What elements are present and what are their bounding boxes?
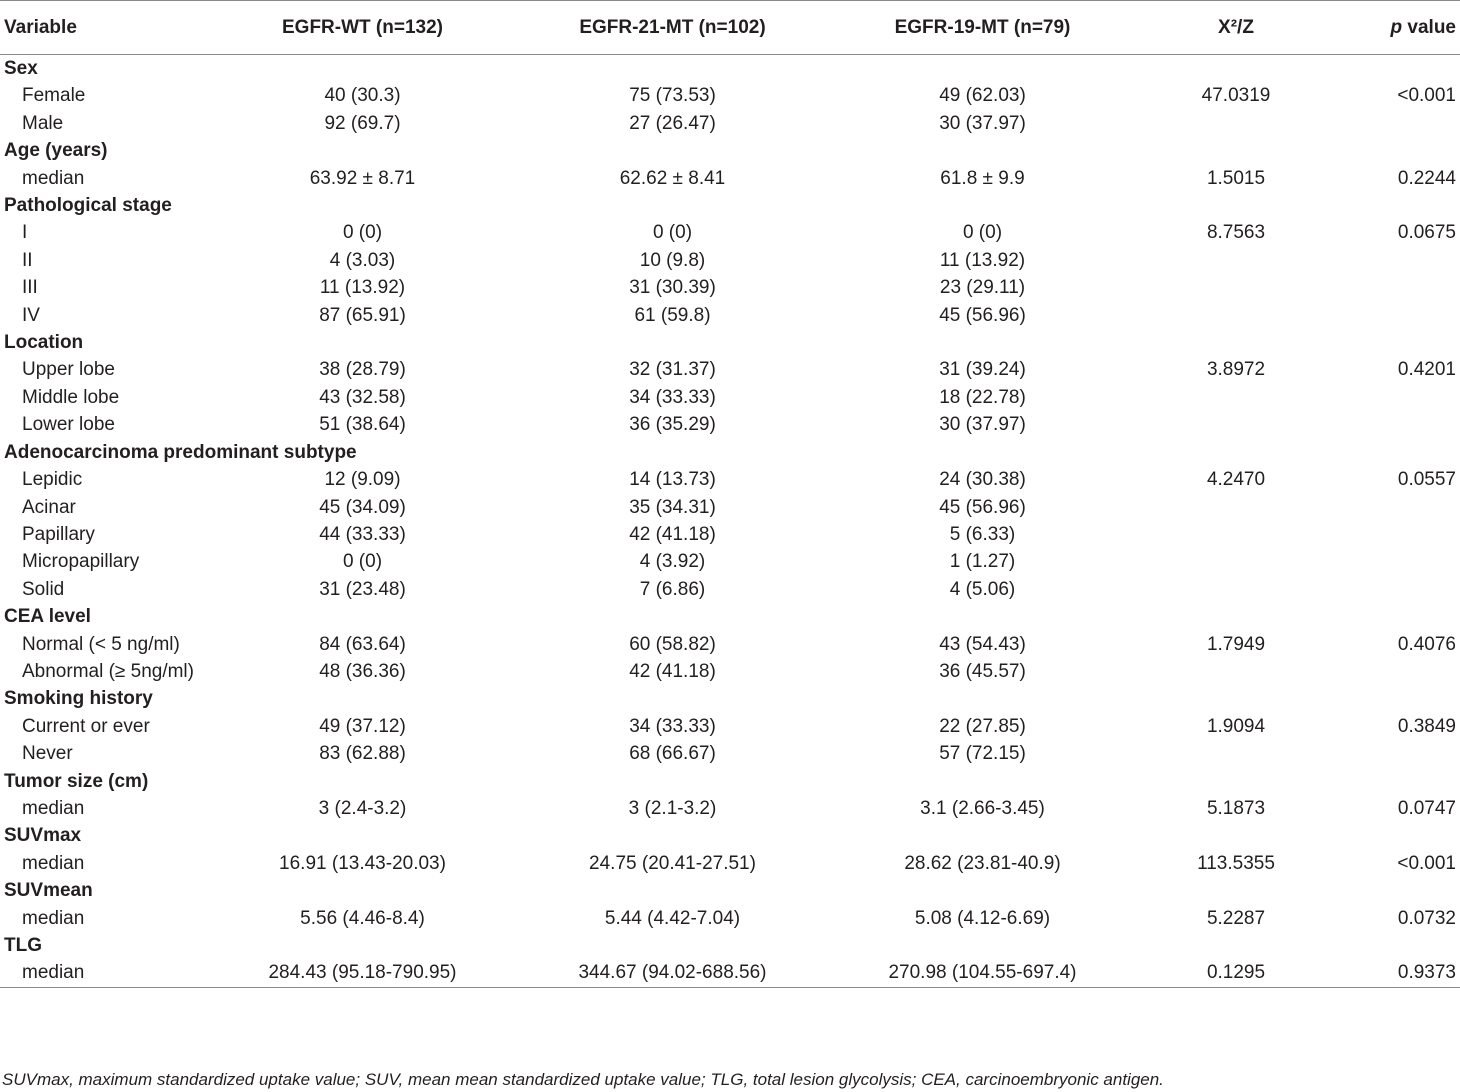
group-label: Age (years): [4, 140, 108, 162]
table-body: [0, 55, 1460, 988]
group-label: Sex: [4, 58, 38, 79]
table-row: [0, 576, 1460, 603]
table-row: [0, 521, 1460, 548]
cell-egfr-19-mt: 24 (30.38): [939, 469, 1026, 491]
cell-egfr-21-mt: 31 (30.39): [629, 277, 716, 299]
cell-p-value: 0.2244: [1397, 167, 1456, 189]
table-row: [0, 713, 1460, 740]
cell-egfr-wt: 5.56 (4.46-8.4): [300, 907, 425, 929]
cell-egfr-wt: 0 (0): [342, 551, 383, 573]
cell-egfr-19-mt: 30 (37.97): [939, 112, 1026, 134]
group-label: TLG: [4, 935, 42, 956]
cell-statistic: [1140, 658, 1332, 685]
table-row: [0, 850, 1460, 877]
cell-statistic: [1140, 384, 1332, 411]
row-label: Solid: [22, 578, 65, 600]
cell-egfr-wt: 12 (9.09): [324, 469, 401, 491]
row-label: median: [22, 167, 85, 189]
cell-egfr-21-mt: 60 (58.82): [629, 633, 716, 655]
cell-egfr-19-mt: 61.8 ± 9.9: [940, 167, 1025, 189]
row-label: Abnormal (≥ 5ng/ml): [22, 660, 194, 682]
group-label: Location: [4, 332, 84, 354]
row-label: Normal (< 5 ng/ml): [22, 633, 180, 655]
cell-statistic: [1140, 521, 1332, 548]
group-label: Adenocarcinoma predominant subtype: [4, 441, 357, 463]
cell-egfr-wt: 43 (32.58): [319, 386, 406, 408]
group-row: [0, 685, 1460, 712]
group-row: [0, 603, 1460, 630]
cell-egfr-wt: 40 (30.3): [324, 85, 401, 107]
table-row: [0, 274, 1460, 301]
table-row: [0, 411, 1460, 438]
cell-statistic: 5.2287: [1206, 907, 1266, 929]
table-footnote: SUVmax, maximum standardized uptake value; SUV, mean mean standardized uptake value; TLG, total lesion glycolysis; CEA, carcinoembryonic antigen.: [2, 1070, 1164, 1089]
cell-p-value: 0.9373: [1332, 959, 1460, 987]
cell-egfr-wt: 92 (69.7): [324, 112, 401, 134]
cell-egfr-21-mt: 75 (73.53): [629, 85, 716, 107]
cell-egfr-21-mt: 68 (66.67): [629, 743, 716, 765]
header-variable: Variable: [0, 1, 205, 55]
cell-egfr-wt: 3 (2.4-3.2): [318, 797, 407, 819]
header-p-italic: p: [1390, 16, 1403, 38]
cell-p-value: [1332, 384, 1460, 411]
group-label: Pathological stage: [4, 195, 172, 217]
header-egfr-19-mt: EGFR-19-MT (n=79): [825, 1, 1140, 55]
cell-egfr-21-mt: 34 (33.33): [629, 715, 716, 737]
group-row: [0, 192, 1460, 219]
group-row: [0, 932, 1460, 959]
group-label: SUVmax: [4, 825, 82, 847]
table-row: [0, 110, 1460, 137]
cell-egfr-21-mt: 0 (0): [652, 222, 693, 244]
group-label: CEA level: [4, 606, 91, 628]
group-row: [0, 439, 1460, 466]
cell-egfr-19-mt: 43 (54.43): [939, 633, 1026, 655]
cell-egfr-19-mt: 5 (6.33): [949, 523, 1016, 545]
cell-statistic: 8.7563: [1206, 222, 1266, 244]
cell-egfr-wt: 48 (36.36): [319, 660, 406, 682]
table-row: [0, 466, 1460, 493]
cell-egfr-21-mt: 14 (13.73): [629, 469, 716, 491]
cell-statistic: 0.1295: [1140, 959, 1332, 987]
cell-egfr-wt: 16.91 (13.43-20.03): [279, 852, 446, 874]
cell-egfr-wt: 31 (23.48): [319, 578, 406, 600]
cell-egfr-19-mt: 45 (56.96): [939, 304, 1026, 326]
row-label: Lepidic: [22, 469, 83, 491]
cell-egfr-19-mt: 4 (5.06): [949, 578, 1016, 600]
table-row: [0, 219, 1460, 246]
cell-egfr-19-mt: 23 (29.11): [939, 277, 1026, 299]
cell-statistic: [1140, 247, 1332, 274]
row-label: median: [0, 959, 205, 987]
cell-egfr-21-mt: 61 (59.8): [634, 304, 711, 326]
row-label: Papillary: [22, 523, 95, 545]
row-label: median: [22, 907, 85, 929]
cell-egfr-wt: 51 (38.64): [319, 414, 406, 436]
row-label: IV: [22, 304, 40, 326]
cell-egfr-19-mt: 57 (72.15): [939, 743, 1026, 765]
row-label: Female: [22, 85, 86, 107]
cell-p-value: [1332, 411, 1460, 438]
header-egfr-21-mt: EGFR-21-MT (n=102): [520, 1, 825, 55]
group-row: [0, 768, 1460, 795]
cell-egfr-21-mt: 10 (9.8): [639, 249, 706, 271]
cell-egfr-21-mt: 32 (31.37): [629, 359, 716, 381]
cell-egfr-19-mt: 18 (22.78): [939, 386, 1026, 408]
cell-egfr-21-mt: 36 (35.29): [629, 414, 716, 436]
group-label: SUVmean: [4, 880, 93, 902]
header-row: [0, 1, 1460, 55]
cell-egfr-wt: 4 (3.03): [329, 249, 396, 271]
cell-p-value: 0.3849: [1397, 715, 1456, 737]
cell-egfr-19-mt: 28.62 (23.81-40.9): [904, 852, 1061, 874]
row-label: II: [22, 249, 33, 271]
cell-p-value: 0.4201: [1397, 359, 1456, 381]
table-row: [0, 302, 1460, 329]
cell-egfr-21-mt: 5.44 (4.42-7.04): [604, 907, 741, 929]
row-label: Middle lobe: [22, 386, 120, 408]
cell-egfr-19-mt: 31 (39.24): [939, 359, 1026, 381]
row-label: median: [22, 852, 85, 874]
cell-p-value: 0.0557: [1397, 469, 1456, 491]
table-row: [0, 384, 1460, 411]
cell-egfr-wt: 44 (33.33): [319, 523, 406, 545]
cell-egfr-21-mt: 4 (3.92): [639, 551, 706, 573]
group-row: [0, 55, 1460, 83]
header-statistic: X²/Z: [1140, 1, 1332, 55]
table-row: [0, 959, 1460, 987]
cell-egfr-19-mt: 270.98 (104.55-697.4): [825, 959, 1140, 987]
group-label: Tumor size (cm): [4, 770, 149, 792]
row-label: Never: [22, 743, 73, 765]
header-egfr-wt: EGFR-WT (n=132): [205, 1, 520, 55]
cell-statistic: 1.5015: [1206, 167, 1266, 189]
cell-p-value: 0.0732: [1397, 907, 1456, 929]
cell-statistic: 4.2470: [1206, 469, 1266, 491]
cell-statistic: 113.5355: [1197, 852, 1275, 874]
row-label: Upper lobe: [22, 359, 115, 381]
cell-egfr-21-mt: 35 (34.31): [629, 496, 716, 518]
cell-statistic: [1140, 302, 1332, 329]
table-row: [0, 631, 1460, 658]
cell-egfr-19-mt: 5.08 (4.12-6.69): [914, 907, 1051, 929]
cell-statistic: [1140, 110, 1332, 137]
cell-p-value: [1332, 274, 1460, 301]
row-label: Acinar: [22, 496, 76, 518]
cell-egfr-21-mt: 24.75 (20.41-27.51): [589, 852, 756, 874]
cell-statistic: 1.9094: [1206, 715, 1266, 737]
cell-p-value: 0.0675: [1397, 222, 1456, 244]
header-p-value: [1332, 1, 1460, 55]
cell-egfr-wt: 49 (37.12): [319, 715, 406, 737]
cell-egfr-wt: 83 (62.88): [319, 743, 406, 765]
cell-p-value: 0.0747: [1397, 797, 1456, 819]
cell-egfr-21-mt: 42 (41.18): [629, 523, 716, 545]
cell-statistic: 47.0319: [1201, 85, 1271, 107]
group-label: Smoking history: [4, 688, 153, 710]
cell-p-value: <0.001: [1397, 852, 1456, 874]
cell-egfr-19-mt: 45 (56.96): [939, 496, 1026, 518]
cell-egfr-wt: 0 (0): [342, 222, 383, 244]
table-row: [0, 82, 1460, 109]
table-row: [0, 165, 1460, 192]
group-row: [0, 877, 1460, 904]
cell-egfr-19-mt: 0 (0): [962, 222, 1003, 244]
cell-p-value: [1332, 247, 1460, 274]
group-row: [0, 329, 1460, 356]
table-row: [0, 905, 1460, 932]
cell-egfr-wt: 63.92 ± 8.71: [309, 167, 416, 189]
cell-statistic: [1140, 740, 1332, 767]
cell-statistic: 3.8972: [1206, 359, 1266, 381]
table-row: [0, 494, 1460, 521]
table-row: [0, 658, 1460, 685]
cell-p-value: [1332, 740, 1460, 767]
cell-statistic: [1140, 548, 1332, 575]
cell-egfr-19-mt: 3.1 (2.66-3.45): [920, 797, 1045, 819]
group-row: [0, 137, 1460, 164]
cell-egfr-19-mt: 1 (1.27): [949, 551, 1016, 573]
cell-p-value: [1332, 494, 1460, 521]
cell-p-value: [1332, 302, 1460, 329]
table-header: [0, 1, 1460, 55]
cell-egfr-19-mt: 22 (27.85): [939, 715, 1026, 737]
row-label: median: [22, 797, 85, 819]
cell-p-value: [1332, 521, 1460, 548]
cell-p-value: [1332, 110, 1460, 137]
table-row: [0, 247, 1460, 274]
table-row: [0, 740, 1460, 767]
cell-egfr-21-mt: 3 (2.1-3.2): [628, 797, 717, 819]
cell-statistic: [1140, 576, 1332, 603]
table-row: [0, 548, 1460, 575]
cell-egfr-21-mt: 42 (41.18): [629, 660, 716, 682]
cell-egfr-wt: 87 (65.91): [319, 304, 406, 326]
cell-p-value: 0.4076: [1397, 633, 1456, 655]
cell-egfr-wt: 38 (28.79): [319, 359, 406, 381]
cell-egfr-21-mt: 34 (33.33): [629, 386, 716, 408]
cell-egfr-21-mt: 27 (26.47): [629, 112, 716, 134]
cell-p-value: [1332, 548, 1460, 575]
cell-egfr-21-mt: 344.67 (94.02-688.56): [520, 959, 825, 987]
cell-egfr-19-mt: 36 (45.57): [939, 660, 1026, 682]
cell-egfr-19-mt: 49 (62.03): [939, 85, 1026, 107]
cell-egfr-wt: 284.43 (95.18-790.95): [205, 959, 520, 987]
cell-statistic: [1140, 274, 1332, 301]
cell-p-value: <0.001: [1397, 85, 1456, 107]
cell-statistic: [1140, 411, 1332, 438]
group-row: [0, 822, 1460, 849]
cell-egfr-wt: 84 (63.64): [319, 633, 406, 655]
cell-statistic: 1.7949: [1206, 633, 1266, 655]
cell-p-value: [1332, 658, 1460, 685]
table-row: [0, 356, 1460, 383]
table-row: [0, 795, 1460, 822]
header-p-rest: value: [1402, 16, 1456, 38]
row-label: Male: [22, 112, 64, 134]
cell-egfr-wt: 45 (34.09): [319, 496, 406, 518]
row-label: III: [22, 277, 38, 299]
cell-egfr-19-mt: 30 (37.97): [939, 414, 1026, 436]
row-label: I: [22, 222, 28, 244]
row-label: Lower lobe: [22, 414, 115, 436]
cell-egfr-19-mt: 11 (13.92): [939, 249, 1026, 271]
cell-statistic: [1140, 494, 1332, 521]
cell-p-value: [1332, 576, 1460, 603]
row-label: Micropapillary: [22, 551, 140, 573]
cell-statistic: 5.1873: [1206, 797, 1266, 819]
cell-egfr-wt: 11 (13.92): [319, 277, 406, 299]
cell-egfr-21-mt: 62.62 ± 8.41: [619, 167, 726, 189]
cell-egfr-21-mt: 7 (6.86): [639, 578, 706, 600]
row-label: Current or ever: [22, 715, 150, 737]
